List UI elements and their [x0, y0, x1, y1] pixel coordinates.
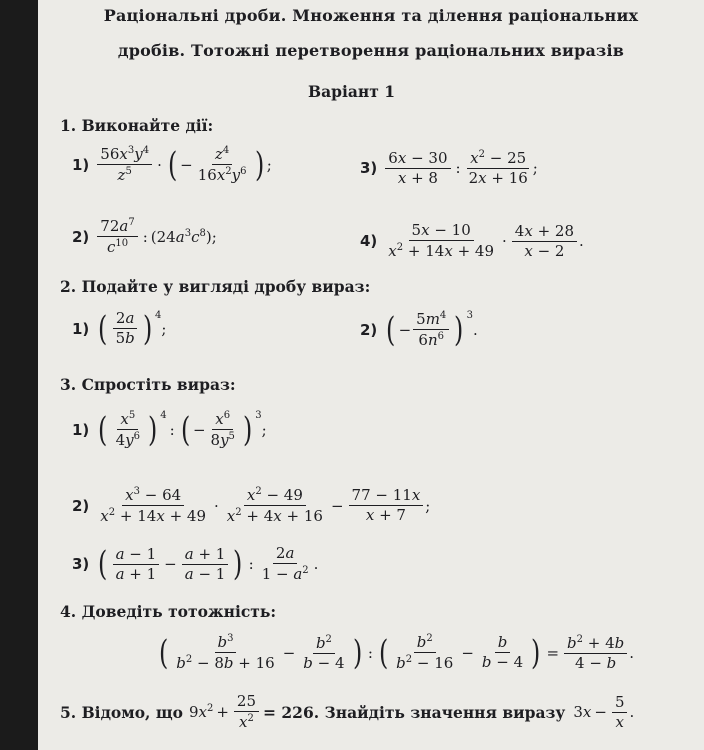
label: 1) — [72, 319, 90, 338]
worksheet — [38, 0, 704, 750]
task-3-2: 2) $\frac{x^3 - 64}{x^2 + 14x + 49}$ · $\frac{x^2 - 49}{x^2 + 4x + 16}$ − $\frac{77 - 11x}{x + 7}$ ; — [72, 486, 431, 526]
task-2-heading: 2. Подайте у вигляді дробу вираз: — [60, 277, 371, 296]
label: 4) — [360, 232, 378, 251]
label: 2) — [72, 496, 90, 515]
label: 2) — [360, 320, 378, 339]
title-line-2: дробів. Тотожні перетворення раціональних виразів — [117, 41, 625, 60]
label: 1) — [72, 155, 90, 174]
label: 2) — [72, 227, 90, 246]
label: 3) — [360, 159, 378, 178]
task-1-2: 2) $\frac{72a^7}{c^{10}}$ : $(24a^3c^8)$; — [72, 217, 217, 257]
task-4-identity: ( $\frac{b^3}{b^2 - 8b + 16}$ − $\frac{b^2}{b - 4}$ ) : ( $\frac{b^2}{b^2 - 16}$ − $\frac{b}{b - 4}$ ) = $\frac{b^2 + 4b}{4 - b}$ . — [158, 632, 635, 673]
task-1-4: 4) $\frac{5x - 10}{x^2 + 14x + 49}$ · $\frac{4x + 28}{x - 2}$ . — [360, 221, 584, 261]
task-1-3: 3) $\frac{6x - 30}{x + 8}$ : $\frac{x^2 - 25}{2x + 16}$ ; — [360, 148, 538, 188]
task-5: 5. Відомо, що $9x^2$ + $\frac{25}{x^2}$ = 226. Знайдіть значення виразу 3x − $\frac{5}{x}$ . — [60, 692, 635, 732]
task-3-1: 1) ( $\frac{x^5}{4y^6}$ ) $^4$ : ( − $\frac{x^6}{8y^5}$ ) $^3$ ; — [72, 409, 267, 450]
label: 3) — [72, 555, 90, 574]
task-5-heading: 5. Відомо, що — [60, 702, 183, 722]
task-4-heading: 4. Доведіть тотожність: — [60, 602, 277, 621]
task-3-3: 3) ( $\frac{a - 1}{a + 1}$ − $\frac{a + 1}{a - 1}$ ) : $\frac{2a}{1 - a^2}$ . — [72, 544, 319, 585]
task-2-1: 1) ( $\frac{2a}{5b}$ ) $^4$ ; — [72, 308, 167, 349]
task-3-heading: 3. Спростіть вираз: — [60, 375, 236, 394]
task-1-1: 1) $\frac{56x^3y^4}{z^5}$ · ( − $\frac{z^4}{16x^2y^6}$ ) ; — [72, 144, 272, 185]
title-line-1: Раціональні дроби. Множення та ділення раціональних — [103, 6, 639, 25]
task-5-tail: = 226. Знайдіть значення виразу — [263, 702, 566, 722]
variant-label: Варіант 1 — [308, 82, 396, 101]
label: 1) — [72, 420, 90, 439]
task-2-2: 2) ( − $\frac{5m^4}{6n^6}$ ) $^3$ . — [360, 309, 478, 350]
task-1-heading: 1. Виконайте дії: — [60, 116, 214, 135]
